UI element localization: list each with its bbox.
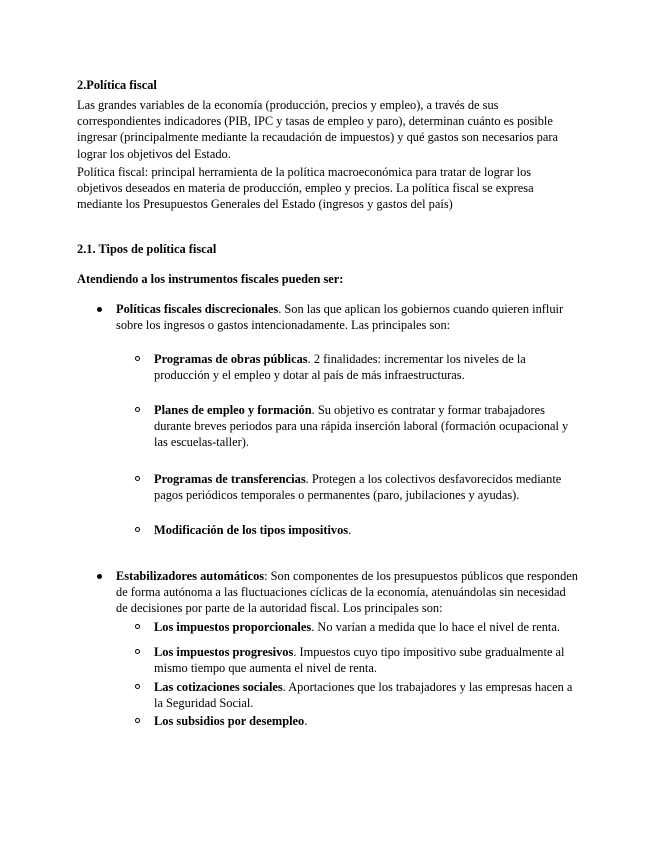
sub-item-description: .	[304, 714, 308, 728]
sub-item-social-contributions	[135, 679, 579, 711]
circle-bullet-icon	[135, 624, 140, 629]
bullet-icon	[97, 307, 102, 312]
bullet-icon	[97, 574, 102, 579]
sub-item-transfer-programs	[135, 471, 579, 503]
sub-item-progressive-taxes	[135, 644, 579, 676]
sub-item-term: Programas de transferencias	[154, 472, 306, 486]
circle-bullet-icon	[135, 684, 140, 689]
circle-bullet-icon	[135, 476, 140, 481]
circle-bullet-icon	[135, 356, 140, 361]
sub-item-term: Los impuestos proporcionales	[154, 620, 312, 634]
list-item-description: . Son las que aplican los gobiernos cuando quieren influir sobre los ingresos o gastos intencionadamente. Las principales son:	[116, 302, 564, 333]
list-item-term: Estabilizadores automáticos	[116, 569, 265, 583]
sub-item-term: Programas de obras públicas	[154, 352, 308, 366]
sub-item-term: Las cotizaciones sociales	[154, 680, 283, 694]
sub-item-description: . 2 finalidades: incrementar los niveles de la producción y el empleo y dotar al país de más infraestructuras.	[154, 352, 526, 383]
sub-item-employment-plans	[135, 402, 579, 451]
sub-item-description: . Protegen a los colectivos desfavorecidos mediante pagos periódicos temporales o permanentes (paro, jubilaciones y ayudas).	[154, 472, 562, 503]
circle-bullet-icon	[135, 527, 140, 532]
list-item-discretionary-policies	[97, 301, 579, 333]
circle-bullet-icon	[135, 718, 140, 723]
section-2-paragraph-1: Las grandes variables de la economía (producción, precios y empleo), a través de sus correspondientes indicadores (PIB, IPC y tasas de empleo y paro), determinan cuánto es posible ingresar (principalmente mediante la recaudación de impuestos) y qué gastos son necesarios para lograr los objetivos del Estado.	[77, 98, 558, 161]
section-2-1-intro: Atendiendo a los instrumentos fiscales pueden ser:	[77, 272, 344, 286]
sub-item-term: Modificación de los tipos impositivos	[154, 523, 349, 537]
section-2-title: 2.Política fiscal	[77, 78, 157, 92]
sub-item-description: . Aportaciones que los trabajadores y las empresas hacen a la Seguridad Social.	[154, 680, 573, 711]
sub-item-description: . Su objetivo es contratar y formar trabajadores durante breves periodos para una rápida inserción laboral (formación ocupacional y las escuelas-taller).	[154, 403, 569, 450]
list-item-automatic-stabilizers	[97, 568, 579, 617]
circle-bullet-icon	[135, 649, 140, 654]
sub-item-public-works	[135, 351, 579, 383]
sub-item-term: Los impuestos progresivos	[154, 645, 294, 659]
section-2-paragraph-2: Política fiscal: principal herramienta de la política macroeconómica para tratar de lograr los objetivos deseados en materia de producción, empleo y precios. La política fiscal se expresa mediante los Presupuestos Generales del Estado (ingresos y gastos del país)	[77, 165, 534, 212]
sub-item-unemployment-subsidies	[135, 713, 579, 729]
section-2-1-title: 2.1. Tipos de política fiscal	[77, 242, 217, 256]
circle-bullet-icon	[135, 407, 140, 412]
sub-item-description: . No varían a medida que lo hace el nivel de renta.	[311, 620, 560, 634]
sub-item-description: . Impuestos cuyo tipo impositivo sube gradualmente al mismo tiempo que aumenta el nivel de renta.	[154, 645, 565, 676]
list-item-description: : Son componentes de los presupuestos públicos que responden de forma autónoma a las fluctuaciones cíclicas de la economía, atenuándolas sin necesidad de decisiones por parte de la autoridad fiscal. Los principales son:	[116, 569, 578, 616]
sub-item-proportional-taxes	[135, 619, 579, 635]
sub-item-term: Los subsidios por desempleo	[154, 714, 305, 728]
list-item-term: Políticas fiscales discrecionales	[116, 302, 279, 316]
sub-item-description: .	[348, 523, 352, 537]
sub-item-term: Planes de empleo y formación	[154, 403, 312, 417]
sub-item-tax-rates	[135, 522, 579, 538]
